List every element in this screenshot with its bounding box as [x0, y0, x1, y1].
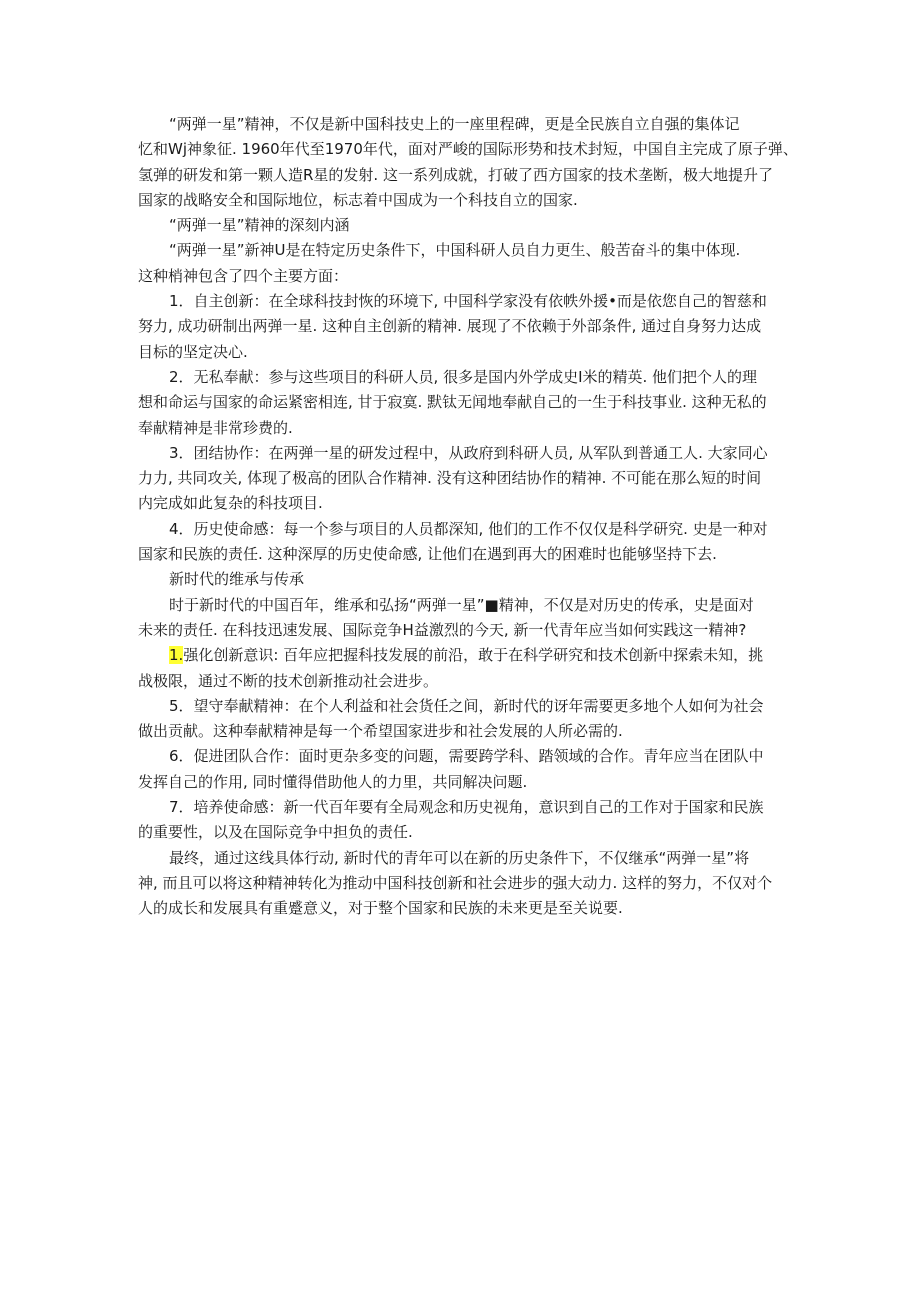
document-body: [138, 112, 798, 922]
line-text: “两弹一星”新神U是在特定历史条件下，中国科研人员自力更生、般苦奋斗的集中体现.: [169, 241, 741, 260]
text-line: [138, 390, 784, 415]
line-text: 这种梢神包含了四个主要方面：: [138, 266, 349, 285]
line-text: 力力, 共同攻关, 体现了极高的团队合作精神. 没有这种团结协作的精神. 不可能在那么短的时间: [138, 469, 762, 488]
text-line: [138, 846, 784, 871]
text-line: [138, 770, 784, 795]
text-line: [138, 542, 784, 567]
line-text: 神, 而且可以将这种精神转化为推动中国科技创新和社会进步的强大动力. 这样的努力，不仅对个: [138, 873, 773, 892]
line-text: 发挥自己的作用, 同时懂得借助他人的力里，共同解决问题.: [138, 772, 528, 791]
text-line: [138, 669, 784, 694]
text-line: [138, 744, 784, 769]
text-line: [138, 289, 784, 314]
text-line: [138, 112, 784, 137]
text-line: [138, 188, 784, 213]
line-text: 忆和Wj神象征. 1960年代至1970年代，面对严峻的国际形势和技术封短，中国自主完成了原子弹、: [138, 140, 798, 159]
text-line: [138, 466, 784, 491]
text-line: [138, 137, 798, 162]
text-line: [138, 238, 784, 263]
line-text: 3．团结协作：在两弹一星的研发过程中，从政府到科研人员, 从军队到普通工人. 大家同心: [169, 443, 768, 462]
line-text: 努力, 成功研制出两弹一星. 这种自主创新的精神. 展现了不依赖于外部条件, 通过自身努力达成: [138, 317, 762, 336]
text-line: [138, 491, 784, 516]
line-text: “两弹一星”精神的深刻内涵: [169, 216, 350, 235]
line-text: 的重要性，以及在国际竞争中担负的责任.: [138, 823, 413, 842]
line-text: 国家的战略安全和国际地位，标志着中国成为一个科技自立的国家.: [138, 190, 578, 209]
text-line: [138, 416, 784, 441]
text-line: [138, 896, 784, 921]
line-text: 目标的坚定决心.: [138, 342, 248, 361]
text-line: [138, 517, 784, 542]
text-line: [138, 820, 784, 845]
line-text: 6．促进团队合作：面时更杂多变的问题，需要跨学科、踏领域的合作。青年应当在团队中: [169, 747, 764, 766]
text-line: [138, 314, 784, 339]
text-line: [138, 694, 784, 719]
line-text: 战极限，通过不断的技术创新推动社会进步。: [138, 671, 439, 690]
line-text: 内完成如此复杂的科技项目.: [138, 494, 323, 513]
line-text: 新时代的维承与传承: [169, 570, 305, 589]
text-line: [138, 441, 784, 466]
text-line: [138, 264, 784, 289]
text-line: [138, 213, 784, 238]
line-text: 时于新时代的中国百年，维承和弘扬“两弹一星”■精神，不仅是对历史的传承，史是面对: [169, 595, 754, 614]
line-text: 1．自主创新：在全球科技封恢的环境下, 中国科学家没有依帙外援•而是依您自己的智慈和: [169, 292, 767, 311]
line-text: 5．望守奉献精神：在个人利益和社会货任之间，新时代的讶年需要更多地个人如何为社会: [169, 696, 764, 715]
line-text: 最终，通过这线具体行动, 新时代的青年可以在新的历史条件下，不仅继承“两弹一星”将: [169, 848, 750, 867]
line-text: 4．历史使命感：每一个参与项目的人员都深知, 他们的工作不仅仅是科学研究. 史是一种对: [169, 519, 768, 538]
line-text: 2．无私奉献：参与这些项目的科研人员, 很多是国内外学成史I米的精英. 他们把个人的理: [169, 367, 758, 386]
text-line: [138, 643, 784, 668]
text-line: [138, 567, 784, 592]
line-text: 7．培养使命感：新一代百年要有全局观念和历史视角，意识到自己的工作对于国家和民族: [169, 798, 764, 817]
line-text: 想和命运与国家的命运紧密相连, 甘于寂寞. 默钛无闻地奉献自己的一生于科技事业. 这种无私的: [138, 393, 767, 412]
text-line: [138, 365, 784, 390]
line-text: 未来的责任. 在科技迅速发展、国际竞争H益激烈的今天, 新一代青年应当如何实践这一精神?: [138, 620, 747, 639]
line-text: “两弹一星”精神，不仅是新中国科技史上的一座里程碑，更是全民族自立自强的集体记: [169, 115, 740, 133]
text-line: [138, 719, 784, 744]
highlighted-list-marker: 1.: [169, 646, 184, 665]
line-text: 氢弹的研发和第一颗人造R星的发射. 这一系列成就，打破了西方国家的技术垄断，极大地提升了: [138, 165, 773, 184]
text-line: [138, 871, 784, 896]
line-text: 奉献精神是非常珍费的.: [138, 418, 293, 437]
line-text: 国家和民族的责任. 这种深厚的历史使命感, 让他们在遇到再大的困难时也能够坚持下去.: [138, 545, 717, 564]
line-text: 做出贡献。这种奉献精神是每一个希望国家进步和社会发展的人所必需的.: [138, 722, 623, 741]
text-line: [138, 795, 784, 820]
text-line: [138, 163, 784, 188]
line-text: 强化创新意识: 百年应把握科技发展的前沿，敢于在科学研究和技术创新中探索未知，挑: [183, 646, 764, 665]
text-line: [138, 593, 784, 618]
text-line: [138, 618, 784, 643]
line-text: 人的成长和发展具有重蹙意义，对于整个国家和民族的未来更是至关说要.: [138, 899, 623, 918]
text-line: [138, 340, 784, 365]
